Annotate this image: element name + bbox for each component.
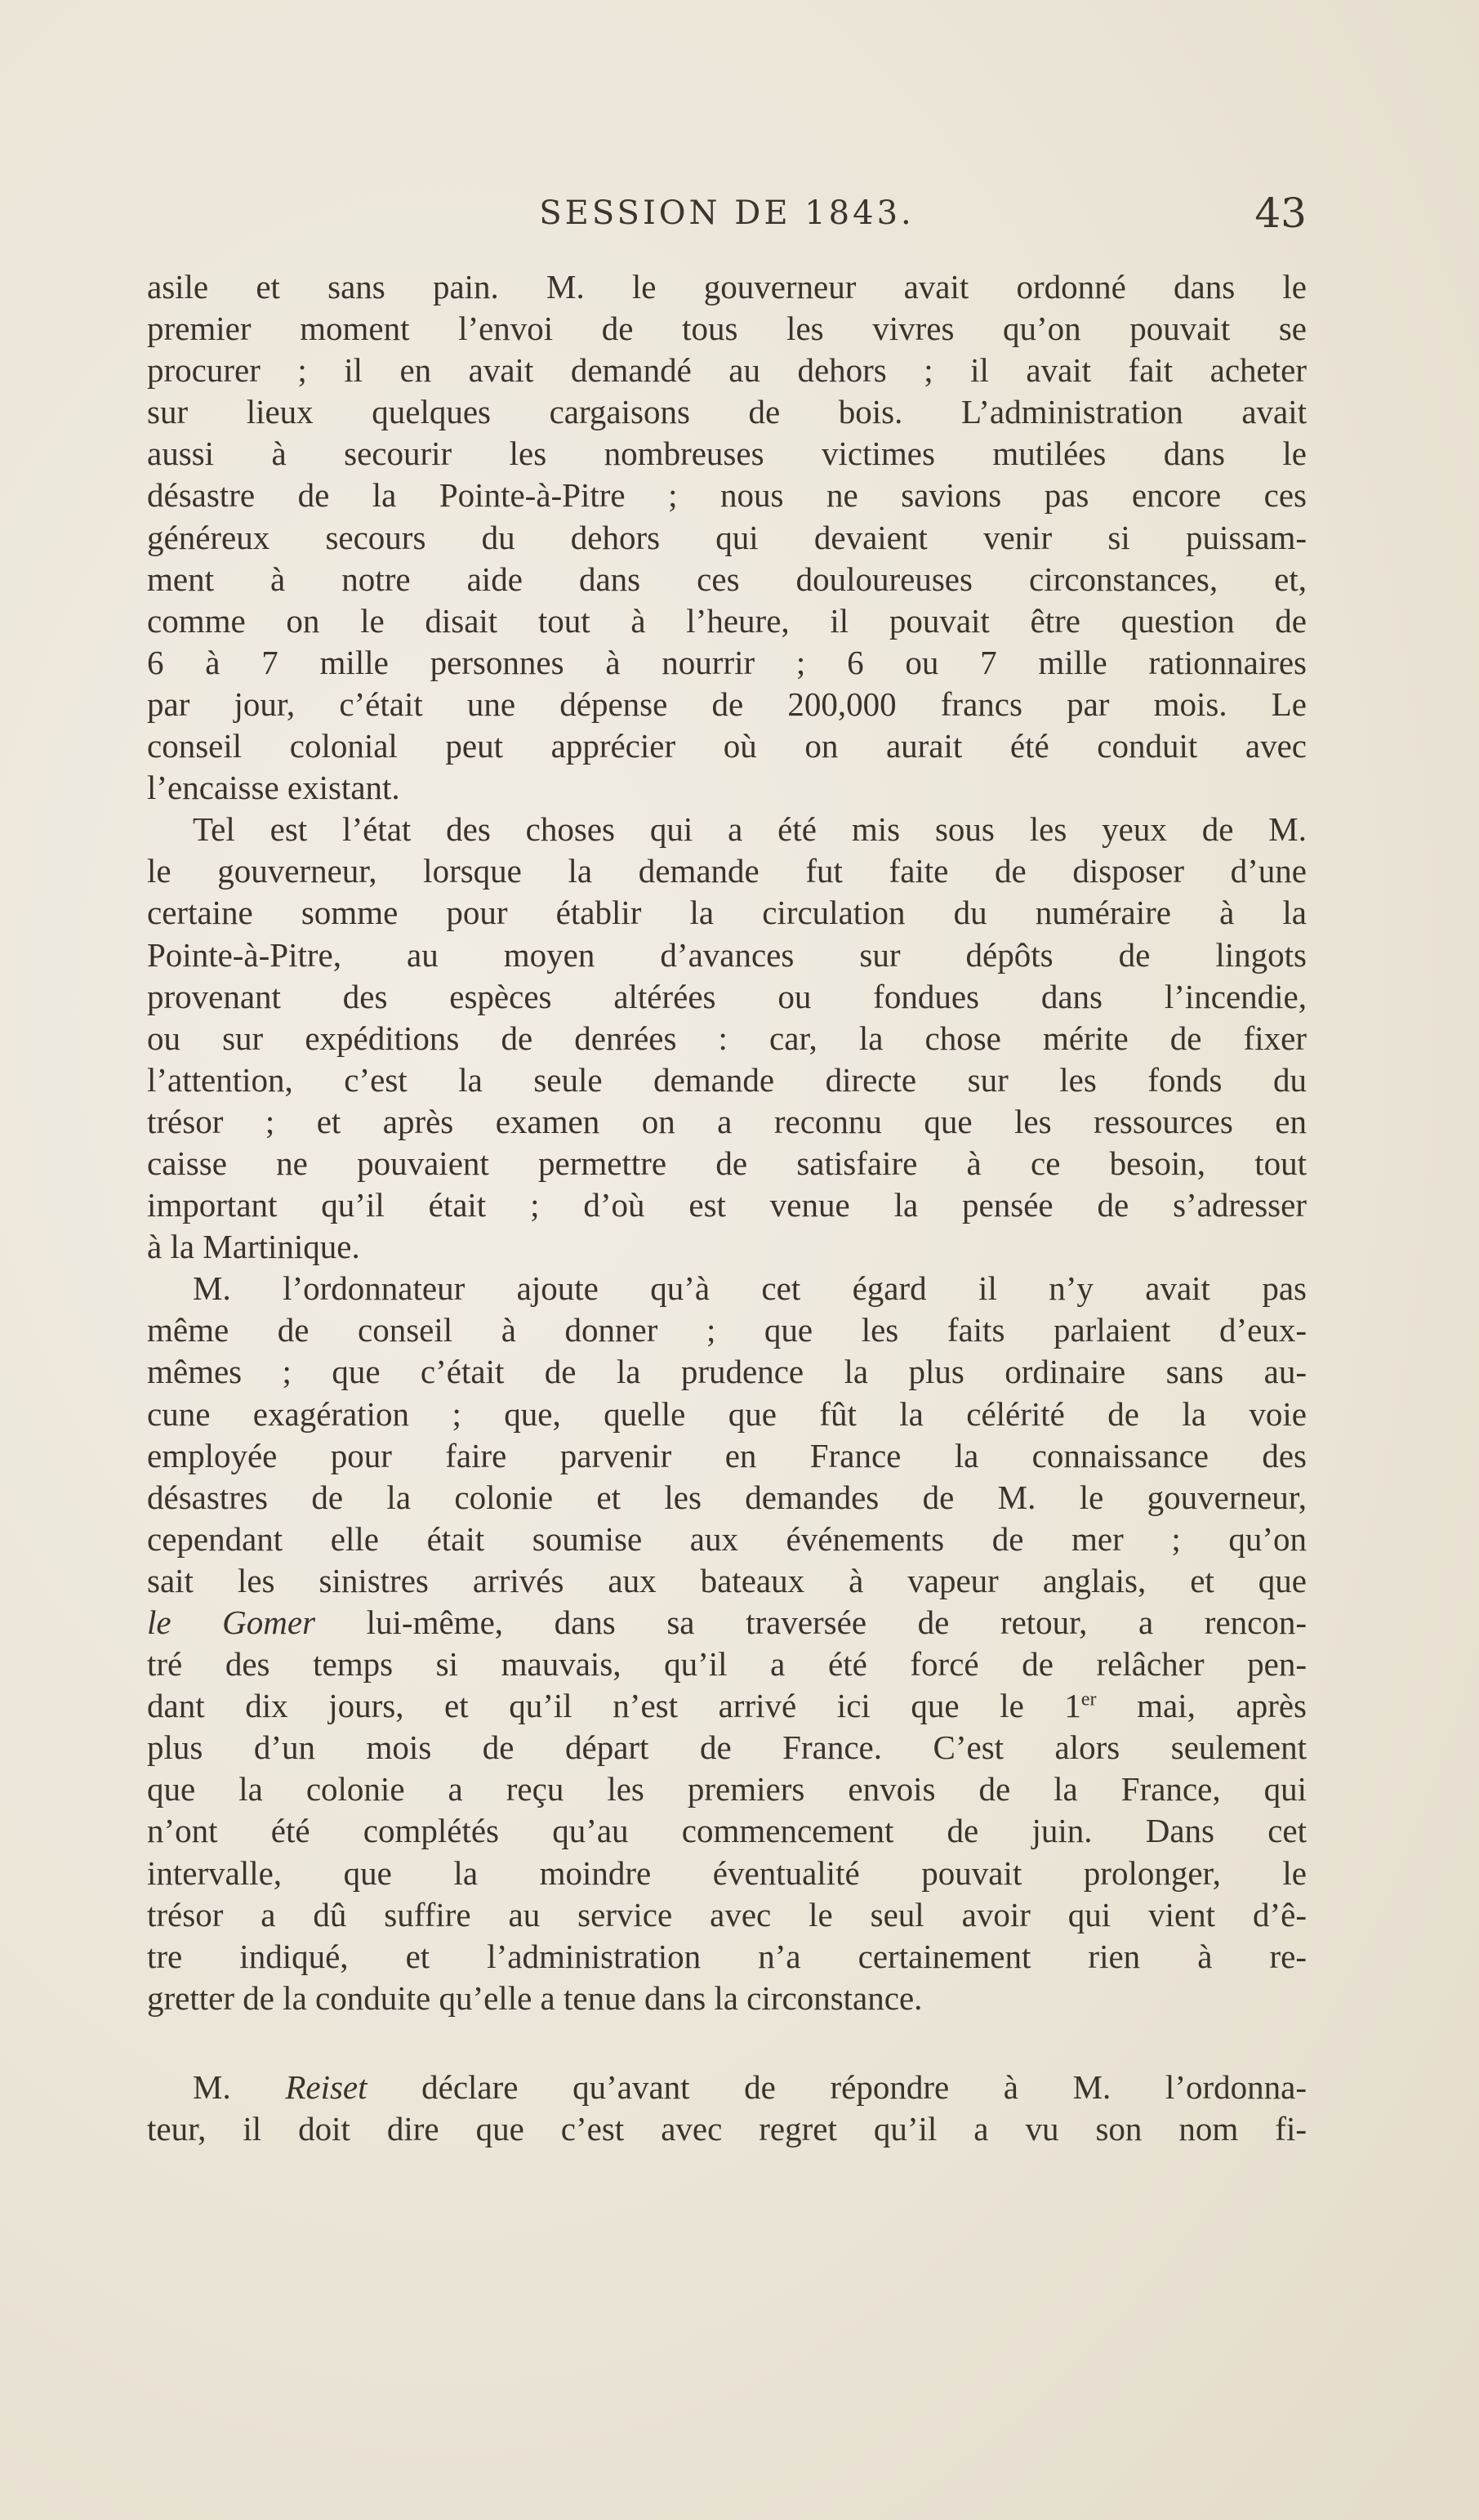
text-line: cune exagération ; que, quelle que fût la célérité de la voie bbox=[147, 1394, 1307, 1433]
text-line: l’attention, c’est la seule demande directe sur les fonds du bbox=[147, 1060, 1307, 1099]
text-line: employée pour faire parvenir en France la connaissance des bbox=[147, 1436, 1307, 1474]
text-line: teur, il doit dire que c’est avec regret qu’il a vu son nom fi- bbox=[147, 2110, 1307, 2148]
text-line: même de conseil à donner ; que les faits parlaient d’eux- bbox=[147, 1311, 1307, 1349]
text-line: plus d’un mois de départ de France. C’est alors seulement bbox=[147, 1728, 1307, 1767]
text-line: conseil colonial peut apprécier où on aurait été conduit avec bbox=[147, 727, 1307, 765]
text-line: sur lieux quelques cargaisons de bois. L’administration avait bbox=[147, 393, 1307, 431]
text-line: gretter de la conduite qu’elle a tenue dans la circonstance. bbox=[147, 1978, 923, 2017]
text-line: important qu’il était ; d’où est venue la pensée de s’adresser bbox=[147, 1186, 1307, 1224]
running-title: SESSION DE 1843. bbox=[539, 194, 915, 232]
text-line: certaine somme pour établir la circulation du numéraire à la bbox=[147, 894, 1307, 932]
text-line: premier moment l’envoi de tous les vivres qu’on pouvait se bbox=[147, 310, 1307, 348]
body-text bbox=[147, 266, 1307, 2150]
text-line: aussi à secourir les nombreuses victimes mutilées dans le bbox=[147, 435, 1307, 473]
paragraph-gap bbox=[147, 2019, 1307, 2067]
text-line: trésor ; et après examen on a reconnu que les ressources en bbox=[147, 1102, 1307, 1140]
text-line: à la Martinique. bbox=[147, 1228, 360, 1266]
text-line: l’encaisse existant. bbox=[147, 769, 400, 807]
text-line: caisse ne pouvaient permettre de satisfaire à ce besoin, tout bbox=[147, 1144, 1307, 1182]
text-line: cependant elle était soumise aux événements de mer ; qu’on bbox=[147, 1519, 1307, 1558]
text-line-gomer: le Gomer lui-même, dans sa traversée de retour, a rencon- bbox=[147, 1603, 1307, 1641]
text-line: désastres de la colonie et les demandes de M. le gouverneur, bbox=[147, 1478, 1307, 1516]
text-line: procurer ; il en avait demandé au dehors ; il avait fait acheter bbox=[147, 351, 1307, 390]
text-line: le gouverneur, lorsque la demande fut faite de disposer d’une bbox=[147, 852, 1307, 890]
text-line: par jour, c’était une dépense de 200,000 francs par mois. Le bbox=[147, 685, 1307, 723]
text-line: ment à notre aide dans ces douloureuses circonstances, et, bbox=[147, 560, 1307, 598]
text-line: comme on le disait tout à l’heure, il pouvait être question de bbox=[147, 601, 1307, 640]
text-line: sait les sinistres arrivés aux bateaux à vapeur anglais, et que bbox=[147, 1561, 1307, 1599]
text-line: 6 à 7 mille personnes à nourrir ; 6 ou 7 mille rationnaires bbox=[147, 643, 1307, 681]
text-line: que la colonie a reçu les premiers envois de la France, qui bbox=[147, 1770, 1307, 1809]
text-line: asile et sans pain. M. le gouverneur avait ordonné dans le bbox=[147, 268, 1307, 306]
text-line: tré des temps si mauvais, qu’il a été forcé de relâcher pen- bbox=[147, 1645, 1307, 1684]
text-line: ou sur expéditions de denrées : car, la chose mérite de fixer bbox=[147, 1019, 1307, 1057]
text-line: Tel est l’état des choses qui a été mis sous les yeux de M. bbox=[193, 810, 1307, 849]
text-line: trésor a dû suffire au service avec le seul avoir qui vient d’ê- bbox=[147, 1895, 1307, 1933]
text-line-date: dant dix jours, et qu’il n’est arrivé ici que le 1er mai, après bbox=[147, 1687, 1307, 1725]
text-line-reiset: M. Reiset déclare qu’avant de répondre à M. l’ordonna- bbox=[193, 2067, 1307, 2106]
text-line: tre indiqué, et l’administration n’a certainement rien à re- bbox=[147, 1937, 1307, 1975]
text-line: provenant des espèces altérées ou fondues dans l’incendie, bbox=[147, 977, 1307, 1015]
text-line: généreux secours du dehors qui devaient venir si puissam- bbox=[147, 518, 1307, 556]
text-line: n’ont été complétés qu’au commencement de juin. Dans cet bbox=[147, 1812, 1307, 1850]
text-line: intervalle, que la moindre éventualité pouvait prolonger, le bbox=[147, 1853, 1307, 1892]
text-line: M. l’ordonnateur ajoute qu’à cet égard il n’y avait pas bbox=[193, 1269, 1307, 1308]
text-line: mêmes ; que c’était de la prudence la plus ordinaire sans au- bbox=[147, 1353, 1307, 1391]
page-header bbox=[147, 190, 1307, 243]
page-number: 43 bbox=[1254, 190, 1307, 237]
text-line: Pointe-à-Pitre, au moyen d’avances sur dépôts de lingots bbox=[147, 935, 1307, 974]
text-line: désastre de la Pointe-à-Pitre ; nous ne savions pas encore ces bbox=[147, 476, 1307, 515]
